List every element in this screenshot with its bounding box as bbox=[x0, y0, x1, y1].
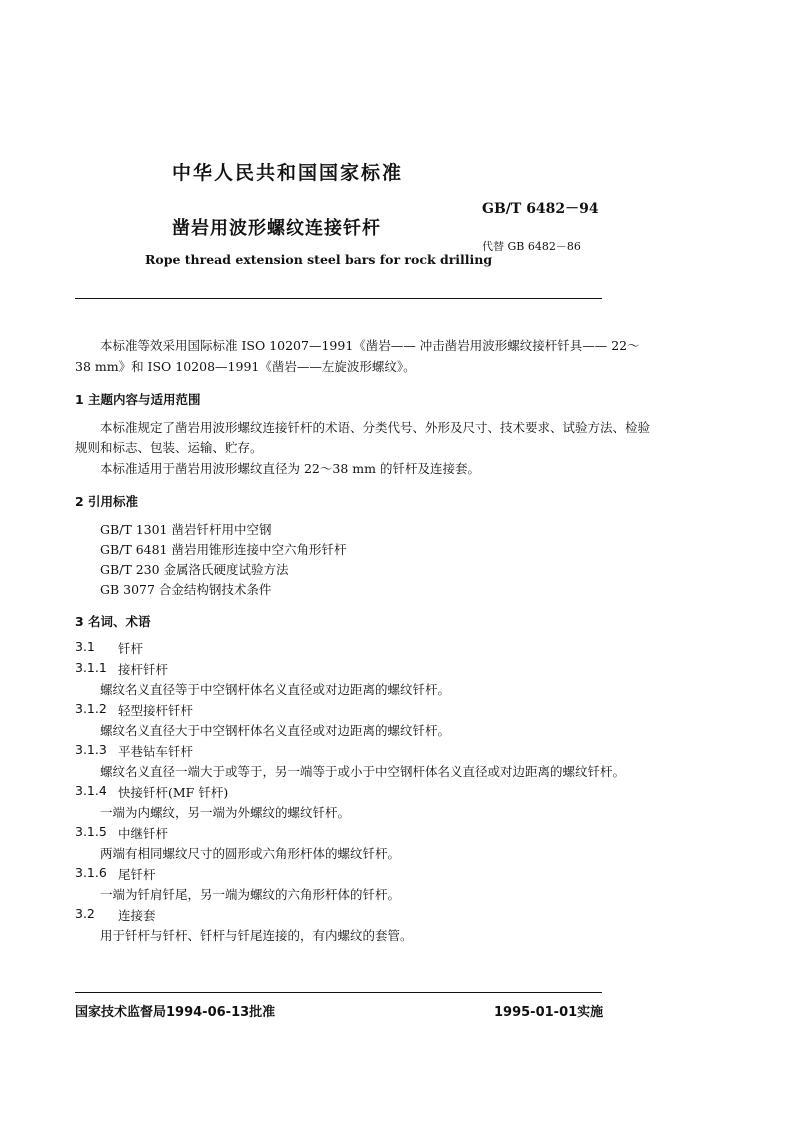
term-name: 平巷钻车钎杆 bbox=[118, 744, 194, 759]
effective-date: 1995-01-01实施 bbox=[494, 1005, 604, 1020]
term-name: 钎杆 bbox=[118, 641, 144, 656]
national-standard-heading: 中华人民共和国国家标准 bbox=[172, 162, 404, 184]
footer-divider bbox=[75, 992, 602, 993]
term-number: 3.2 bbox=[75, 906, 95, 921]
term-definition: 一端为钎肩钎尾，另一端为螺纹的六角形杆体的钎杆。 bbox=[100, 887, 401, 902]
term-number: 3.1.1 bbox=[75, 660, 107, 675]
term-name: 轻型接杆钎杆 bbox=[118, 703, 194, 718]
term-number: 3.1.5 bbox=[75, 824, 107, 839]
approval-date: 国家技术监督局1994-06-13批准 bbox=[75, 1005, 276, 1020]
term-definition: 螺纹名义直径等于中空钢杆体名义直径或对边距离的螺纹钎杆。 bbox=[100, 682, 451, 697]
english-title: Rope thread extension steel bars for rock drilling bbox=[145, 252, 493, 267]
intro-line: 38 mm》和 ISO 10208—1991《凿岩——左旋波形螺纹》。 bbox=[75, 359, 416, 374]
standard-code: GB/T 6482－94 bbox=[482, 201, 599, 217]
term-name: 中继钎杆 bbox=[118, 826, 169, 841]
reference-item: GB/T 1301 凿岩钎杆用中空钢 bbox=[100, 522, 272, 537]
term-name: 尾钎杆 bbox=[118, 867, 156, 882]
section-heading: 3 名词、术语 bbox=[75, 614, 151, 629]
term-definition: 一端为内螺纹，另一端为外螺纹的螺纹钎杆。 bbox=[100, 805, 351, 820]
paragraph-line: 本标准适用于凿岩用波形螺纹直径为 22～38 mm 的钎杆及连接套。 bbox=[100, 461, 480, 476]
intro-line: 本标准等效采用国际标准 ISO 10207—1991《凿岩—— 冲击凿岩用波形螺纹接杆钎具—— 22～ bbox=[100, 338, 640, 353]
reference-item: GB 3077 合金结构钢技术条件 bbox=[100, 582, 272, 597]
term-name: 接杆钎杆 bbox=[118, 662, 169, 677]
term-definition: 两端有相同螺纹尺寸的圆形或六角形杆体的螺纹钎杆。 bbox=[100, 846, 401, 861]
term-number: 3.1.6 bbox=[75, 865, 107, 880]
reference-item: GB/T 230 金属洛氏硬度试验方法 bbox=[100, 562, 289, 577]
paragraph-line: 规则和标志、包装、运输、贮存。 bbox=[75, 440, 263, 455]
reference-item: GB/T 6481 凿岩用锥形连接中空六角形钎杆 bbox=[100, 542, 347, 557]
term-definition: 螺纹名义直径大于中空钢杆体名义直径或对边距离的螺纹钎杆。 bbox=[100, 723, 451, 738]
term-number: 3.1.3 bbox=[75, 742, 107, 757]
header-divider bbox=[75, 298, 602, 299]
term-number: 3.1.4 bbox=[75, 783, 107, 798]
term-name: 连接套 bbox=[118, 908, 156, 923]
term-number: 3.1.2 bbox=[75, 701, 107, 716]
section-heading: 1 主题内容与适用范围 bbox=[75, 392, 201, 407]
term-definition: 螺纹名义直径一端大于或等于，另一端等于或小于中空钢杆体名义直径或对边距离的螺纹钎杆。 bbox=[100, 764, 626, 779]
paragraph-line: 本标准规定了凿岩用波形螺纹连接钎杆的术语、分类代号、外形及尺寸、技术要求、试验方法、检验 bbox=[100, 420, 651, 435]
term-name: 快接钎杆(MF 钎杆) bbox=[118, 785, 229, 800]
section-heading: 2 引用标准 bbox=[75, 494, 139, 509]
term-definition: 用于钎杆与钎杆、钎杆与钎尾连接的，有内螺纹的套管。 bbox=[100, 928, 413, 943]
replaces-note: 代替 GB 6482－86 bbox=[482, 240, 581, 253]
term-number: 3.1 bbox=[75, 639, 95, 654]
document-title: 凿岩用波形螺纹连接钎杆 bbox=[172, 218, 381, 239]
